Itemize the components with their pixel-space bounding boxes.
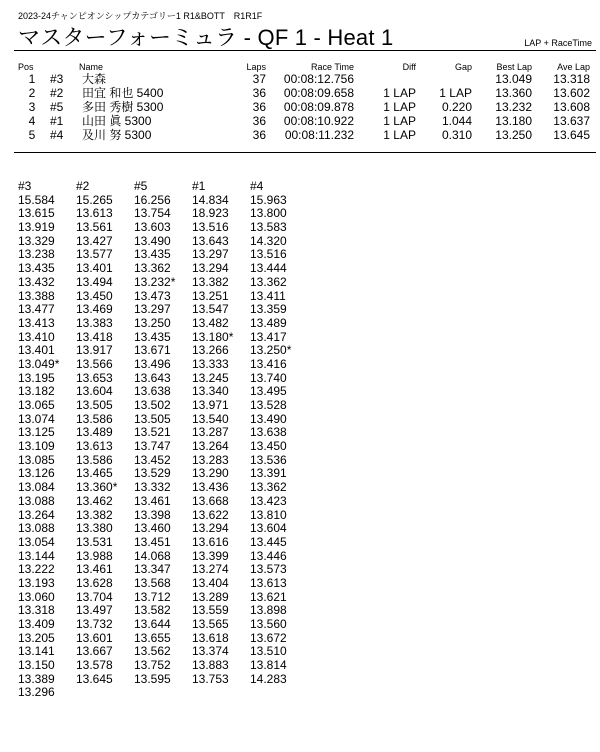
lap-time-cell: 13.435	[134, 247, 171, 262]
result-car-number: #4	[50, 127, 64, 142]
result-best-lap: 13.232	[495, 99, 532, 114]
lap-time-cell: 13.251	[192, 288, 229, 303]
lap-time-cell: 13.427	[76, 233, 113, 248]
lap-time-cell: 13.754	[134, 206, 171, 221]
lap-time-cell: 13.971	[192, 398, 229, 412]
lap-time-cell: 14.283	[250, 671, 287, 686]
lap-time-cell: 13.144	[18, 548, 55, 563]
lap-time-cell: 13.898	[250, 603, 287, 618]
lap-time-cell: 13.141	[18, 644, 55, 659]
lap-time-cell: 18.923	[192, 206, 229, 221]
lap-time-cell: 13.528	[250, 398, 287, 412]
result-diff: 1 LAP	[383, 99, 416, 114]
result-race-time: 00:08:12.756	[283, 72, 354, 86]
col-header-best-lap: Best Lap	[496, 62, 532, 72]
lap-column	[192, 180, 233, 686]
lap-time-cell: 13.604	[76, 384, 113, 399]
lap-time-cell: 13.917	[76, 343, 113, 358]
result-laps: 36	[252, 127, 266, 142]
result-pos: 5	[28, 127, 36, 142]
lap-time-cell: 13.643	[192, 233, 229, 248]
result-driver-name: 及川 努 5300	[82, 127, 152, 142]
lap-time-cell: 13.382	[192, 274, 229, 289]
lap-time-cell: 13.264	[18, 507, 55, 522]
result-laps: 37	[252, 72, 266, 86]
lap-time-cell: 13.074	[18, 411, 55, 426]
lap-time-cell: 13.540	[192, 411, 229, 426]
lap-time-cell: 13.712	[134, 589, 171, 604]
lap-time-cell: 13.505	[76, 398, 113, 412]
lap-time-cell: 13.413	[18, 315, 55, 330]
lap-time-cell: 13.883	[192, 658, 229, 673]
lap-time-cell: 13.362	[250, 480, 287, 495]
lap-time-cell: 13.477	[18, 302, 55, 317]
lap-time-cell: 13.603	[134, 220, 171, 235]
lap-time-cell: 13.638	[134, 384, 171, 399]
lap-column	[134, 180, 175, 686]
result-car-number: #5	[50, 99, 64, 114]
lap-time-cell: 13.250*	[250, 343, 292, 358]
lap-time-cell: 13.294	[192, 261, 229, 276]
lap-time-cell: 13.622	[192, 507, 229, 522]
lap-time-cell: 13.988	[76, 548, 113, 563]
lap-time-cell: 15.963	[250, 192, 287, 207]
result-pos: 2	[28, 85, 36, 100]
lap-time-cell: 13.586	[76, 411, 113, 426]
lap-time-cell: 13.297	[192, 247, 229, 262]
lap-time-cell: 13.391	[250, 466, 287, 481]
col-header-name: Name	[79, 62, 104, 72]
result-gap: 1 LAP	[439, 85, 472, 100]
lap-time-cell: 13.347	[134, 562, 171, 577]
result-car-number: #1	[50, 113, 64, 128]
lap-time-cell: 13.250	[134, 315, 171, 330]
lap-time-cell: 13.578	[76, 658, 113, 673]
col-header-ave-lap: Ave Lap	[557, 62, 590, 72]
lap-time-cell: 13.490	[134, 233, 171, 248]
lap-time-cell: 13.109	[18, 439, 55, 454]
lap-time-cell: 13.360*	[76, 480, 118, 495]
lap-time-cell: 13.401	[76, 261, 113, 276]
lap-time-cell: 13.601	[76, 630, 113, 645]
result-ave-lap: 13.645	[553, 127, 590, 142]
lap-time-cell: 13.435	[134, 329, 171, 344]
lap-time-cell: 13.287	[192, 425, 229, 440]
lap-time-cell: 13.489	[250, 315, 287, 330]
lap-time-cell: 13.583	[250, 220, 287, 235]
lap-time-cell: 13.628	[76, 575, 113, 590]
lap-time-cell: 13.482	[192, 315, 229, 330]
lap-time-cell: 13.814	[250, 658, 287, 673]
lap-time-cell: 13.088	[18, 493, 55, 508]
lap-time-cell: 13.655	[134, 630, 171, 645]
lap-time-cell: 13.404	[192, 575, 229, 590]
lap-time-cell: 13.398	[134, 507, 171, 522]
lap-time-cell: 13.296	[18, 685, 55, 700]
lap-time-cell: 13.616	[192, 534, 229, 549]
result-driver-name: 田宜 和也 5400	[82, 85, 164, 100]
lap-time-cell: 13.410	[18, 329, 55, 344]
lap-time-cell: 14.320	[250, 233, 287, 248]
lap-time-cell: 13.573	[250, 562, 287, 577]
result-car-number: #2	[50, 85, 64, 100]
lap-time-cell: 13.460	[134, 521, 171, 536]
lap-time-cell: 13.418	[76, 329, 113, 344]
lap-time-cell: 13.290	[192, 466, 229, 481]
lap-time-cell: 13.565	[192, 617, 229, 631]
lap-time-cell: 13.810	[250, 507, 287, 522]
lap-time-cell: 13.444	[250, 261, 287, 276]
lap-time-cell: 13.362	[134, 261, 171, 276]
lap-time-cell: 13.510	[250, 644, 287, 659]
lap-column-header: #4	[250, 179, 264, 193]
lap-time-cell: 13.245	[192, 370, 229, 385]
lap-time-cell: 13.615	[18, 206, 55, 221]
lap-time-cell: 13.469	[76, 302, 113, 317]
result-ave-lap: 13.602	[553, 85, 590, 100]
lap-time-cell: 13.416	[250, 356, 287, 371]
lap-time-cell: 13.560	[250, 617, 287, 631]
result-best-lap: 13.049	[495, 72, 532, 86]
lap-time-cell: 13.473	[134, 288, 171, 303]
lap-time-cell: 13.561	[76, 220, 113, 235]
result-car-number: #3	[50, 72, 64, 86]
result-best-lap: 13.250	[495, 127, 532, 142]
lap-time-cell: 13.568	[134, 575, 171, 590]
result-diff: 1 LAP	[383, 127, 416, 142]
lap-time-cell: 13.753	[192, 671, 229, 686]
result-driver-name: 山田 眞 5300	[82, 113, 152, 128]
lap-time-cell: 14.834	[192, 192, 229, 207]
result-gap: 0.220	[441, 99, 472, 114]
lap-time-cell: 13.193	[18, 575, 55, 590]
lap-time-cell: 13.401	[18, 343, 55, 358]
result-race-time: 00:08:09.878	[283, 99, 354, 114]
lap-column-header: #5	[134, 179, 148, 193]
lap-time-cell: 13.432	[18, 274, 55, 289]
result-laps: 36	[252, 113, 266, 128]
lap-time-cell: 13.562	[134, 644, 171, 659]
lap-time-cell: 13.446	[250, 548, 287, 563]
lap-time-cell: 13.672	[250, 630, 287, 645]
lap-time-cell: 13.740	[250, 370, 287, 385]
lap-time-cell: 13.653	[76, 370, 113, 385]
lap-time-cell: 13.747	[134, 439, 171, 454]
page-title: マスターフォーミュラ - QF 1 - Heat 1	[18, 25, 394, 50]
lap-time-cell: 13.671	[134, 343, 171, 358]
lap-time-cell: 13.462	[76, 493, 113, 508]
lap-time-cell: 13.732	[76, 617, 113, 631]
col-header-race-time: Race Time	[310, 62, 354, 72]
lap-time-cell: 13.613	[76, 206, 113, 221]
lap-time-cell: 13.644	[134, 617, 171, 631]
lap-time-cell: 13.264	[192, 439, 229, 454]
result-pos: 1	[28, 72, 36, 86]
lap-time-cell: 15.584	[18, 192, 55, 207]
lap-time-cell: 13.088	[18, 521, 55, 536]
lap-time-cell: 13.566	[76, 356, 113, 371]
lap-time-cell: 13.382	[76, 507, 113, 522]
result-ave-lap: 13.637	[553, 113, 590, 128]
result-laps: 36	[252, 99, 266, 114]
lap-time-cell: 13.125	[18, 425, 55, 440]
result-diff: 1 LAP	[383, 85, 416, 100]
lap-time-cell: 13.289	[192, 589, 229, 604]
lap-time-cell: 13.383	[76, 315, 113, 330]
lap-time-cell: 13.340	[192, 384, 229, 399]
lap-column-header: #2	[76, 179, 90, 193]
lap-time-cell: 13.604	[250, 521, 287, 536]
lap-time-cell: 13.461	[134, 493, 171, 508]
lap-time-cell: 13.388	[18, 288, 55, 303]
result-race-time: 00:08:11.232	[284, 127, 354, 142]
result-laps: 36	[252, 85, 266, 100]
result-ave-lap: 13.608	[553, 99, 590, 114]
lap-time-cell: 13.613	[76, 439, 113, 454]
lap-time-cell: 13.919	[18, 220, 55, 235]
lap-time-cell: 13.645	[76, 671, 113, 686]
col-header-gap: Gap	[454, 62, 472, 72]
lap-column	[76, 180, 117, 686]
lap-time-cell: 15.265	[76, 192, 113, 207]
lap-time-cell: 13.049*	[18, 356, 60, 371]
lap-time-cell: 13.494	[76, 274, 113, 289]
lap-time-cell: 13.531	[76, 534, 113, 549]
lap-time-cell: 13.461	[76, 562, 113, 577]
result-race-time: 00:08:09.658	[283, 85, 354, 100]
results-divider	[14, 152, 596, 153]
lap-time-cell: 13.451	[134, 534, 171, 549]
lap-time-cell: 13.380	[76, 521, 113, 536]
result-pos: 4	[28, 113, 36, 128]
lap-time-cell: 13.516	[192, 220, 229, 235]
result-best-lap: 13.360	[495, 85, 532, 100]
event-subtitle: 2023-24チャンピオンシップカテゴリー1 R1&BOTT R1R1F	[18, 11, 263, 21]
lap-time-cell: 13.547	[192, 302, 229, 317]
lap-time-cell: 13.502	[134, 398, 171, 412]
lap-time-cell: 13.613	[250, 575, 287, 590]
lap-column	[18, 180, 59, 700]
lap-time-cell: 13.497	[76, 603, 113, 618]
lap-time-cell: 13.668	[192, 493, 229, 508]
lap-time-cell: 13.559	[192, 603, 229, 618]
lap-time-cell: 13.752	[134, 658, 171, 673]
col-header-pos: Pos	[18, 62, 34, 72]
result-ave-lap: 13.318	[553, 72, 590, 86]
lap-time-cell: 13.318	[18, 603, 55, 618]
result-gap: 1.044	[441, 113, 472, 128]
lap-time-cell: 16.256	[134, 192, 171, 207]
lap-time-cell: 13.450	[250, 439, 287, 454]
lap-time-cell: 13.411	[250, 288, 286, 303]
lap-time-cell: 13.297	[134, 302, 171, 317]
lap-time-cell: 13.238	[18, 247, 55, 262]
lap-column-header: #1	[192, 179, 206, 193]
col-header-diff: Diff	[402, 62, 416, 72]
lap-time-cell: 13.359	[250, 302, 287, 317]
lap-time-cell: 13.638	[250, 425, 287, 440]
lap-time-cell: 13.489	[76, 425, 113, 440]
lap-time-cell: 13.450	[76, 288, 113, 303]
lap-time-cell: 13.333	[192, 356, 229, 371]
lap-time-cell: 13.445	[250, 534, 287, 549]
lap-time-cell: 13.516	[250, 247, 287, 262]
lap-time-cell: 13.283	[192, 452, 229, 467]
result-driver-name: 大森	[82, 72, 107, 86]
result-race-time: 00:08:10.922	[283, 113, 354, 128]
lap-time-cell: 13.065	[18, 398, 55, 412]
lap-time-cell: 14.068	[134, 548, 171, 563]
header-divider	[14, 50, 596, 51]
lap-time-cell: 13.436	[192, 480, 229, 495]
lap-time-cell: 13.435	[18, 261, 55, 276]
lap-time-cell: 13.054	[18, 534, 55, 549]
lap-time-cell: 13.595	[134, 671, 171, 686]
lap-time-cell: 13.423	[250, 493, 287, 508]
lap-time-cell: 13.452	[134, 452, 171, 467]
lap-time-cell: 13.586	[76, 452, 113, 467]
lap-time-cell: 13.332	[134, 480, 171, 495]
lap-time-cell: 13.085	[18, 452, 55, 467]
lap-time-cell: 13.521	[134, 425, 171, 440]
lap-time-cell: 13.329	[18, 233, 55, 248]
lap-time-cell: 13.667	[76, 644, 113, 659]
lap-time-cell: 13.126	[18, 466, 55, 481]
lap-column-header: #3	[18, 179, 32, 193]
lap-time-cell: 13.084	[18, 480, 55, 495]
lap-time-cell: 13.529	[134, 466, 171, 481]
lap-time-cell: 13.800	[250, 206, 287, 221]
lap-time-cell: 13.643	[134, 370, 171, 385]
lap-time-cell: 13.582	[134, 603, 171, 618]
lap-time-cell: 13.205	[18, 630, 55, 645]
lap-time-cell: 13.150	[18, 658, 55, 673]
lap-time-cell: 13.180*	[192, 329, 234, 344]
result-pos: 3	[28, 99, 36, 114]
lap-time-cell: 13.496	[134, 356, 171, 371]
lap-time-cell: 13.399	[192, 548, 229, 563]
result-gap: 0.310	[441, 127, 472, 142]
lap-time-cell: 13.495	[250, 384, 287, 399]
lap-time-cell: 13.536	[250, 452, 287, 467]
result-driver-name: 多田 秀樹 5300	[82, 99, 164, 114]
lap-time-cell: 13.274	[192, 562, 229, 577]
lap-time-cell: 13.577	[76, 247, 113, 262]
lap-time-cell: 13.409	[18, 617, 55, 631]
lap-time-cell: 13.490	[250, 411, 287, 426]
lap-time-cell: 13.266	[192, 343, 229, 358]
lap-time-cell: 13.505	[134, 411, 171, 426]
lap-time-cell: 13.362	[250, 274, 287, 289]
lap-time-cell: 13.195	[18, 370, 55, 385]
lap-time-cell: 13.374	[192, 644, 229, 659]
lap-time-cell: 13.704	[76, 589, 113, 604]
lap-time-cell: 13.232*	[134, 274, 176, 289]
lap-time-cell: 13.618	[192, 630, 229, 645]
col-header-laps: Laps	[246, 62, 266, 72]
result-diff: 1 LAP	[383, 113, 416, 128]
lap-time-cell: 13.465	[76, 466, 113, 481]
lap-time-cell: 13.222	[18, 562, 55, 577]
lap-time-cell: 13.389	[18, 671, 55, 686]
lap-time-cell: 13.417	[250, 329, 287, 344]
lap-time-cell: 13.182	[18, 384, 55, 399]
lap-time-cell: 13.060	[18, 589, 55, 604]
report-mode-label: LAP + RaceTime	[524, 38, 592, 48]
lap-time-cell: 13.294	[192, 521, 229, 536]
result-best-lap: 13.180	[495, 113, 532, 128]
lap-time-cell: 13.621	[250, 589, 287, 604]
lap-column	[250, 180, 291, 686]
